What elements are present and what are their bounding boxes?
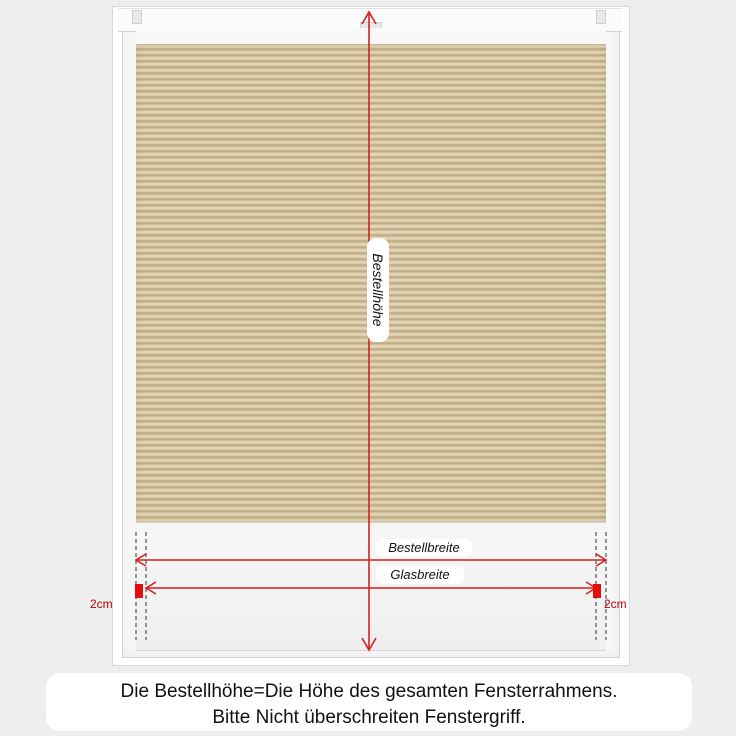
height-label-pill <box>367 238 389 342</box>
height-label: Bestellhöhe <box>370 253 386 327</box>
caption-line-1: Die Bestellhöhe=Die Höhe des gesamten Fensterrahmens. <box>120 681 618 702</box>
dashed-guides <box>136 532 606 640</box>
margin-marker-left <box>135 584 143 598</box>
glass-width-label-pill <box>376 566 464 584</box>
caption-box <box>46 673 692 731</box>
margin-label-left: 2cm <box>90 597 113 611</box>
margin-marker-right <box>593 584 601 598</box>
glass-width-label: Glasbreite <box>390 567 450 582</box>
order-width-label-pill <box>376 539 472 557</box>
order-width-label: Bestellbreite <box>388 540 460 555</box>
glass-width-arrow <box>146 582 596 594</box>
margin-label-right: 2cm <box>604 597 627 611</box>
caption-line-2: Bitte Nicht überschreiten Fenstergriff. <box>212 707 526 728</box>
order-width-arrow <box>136 554 606 566</box>
